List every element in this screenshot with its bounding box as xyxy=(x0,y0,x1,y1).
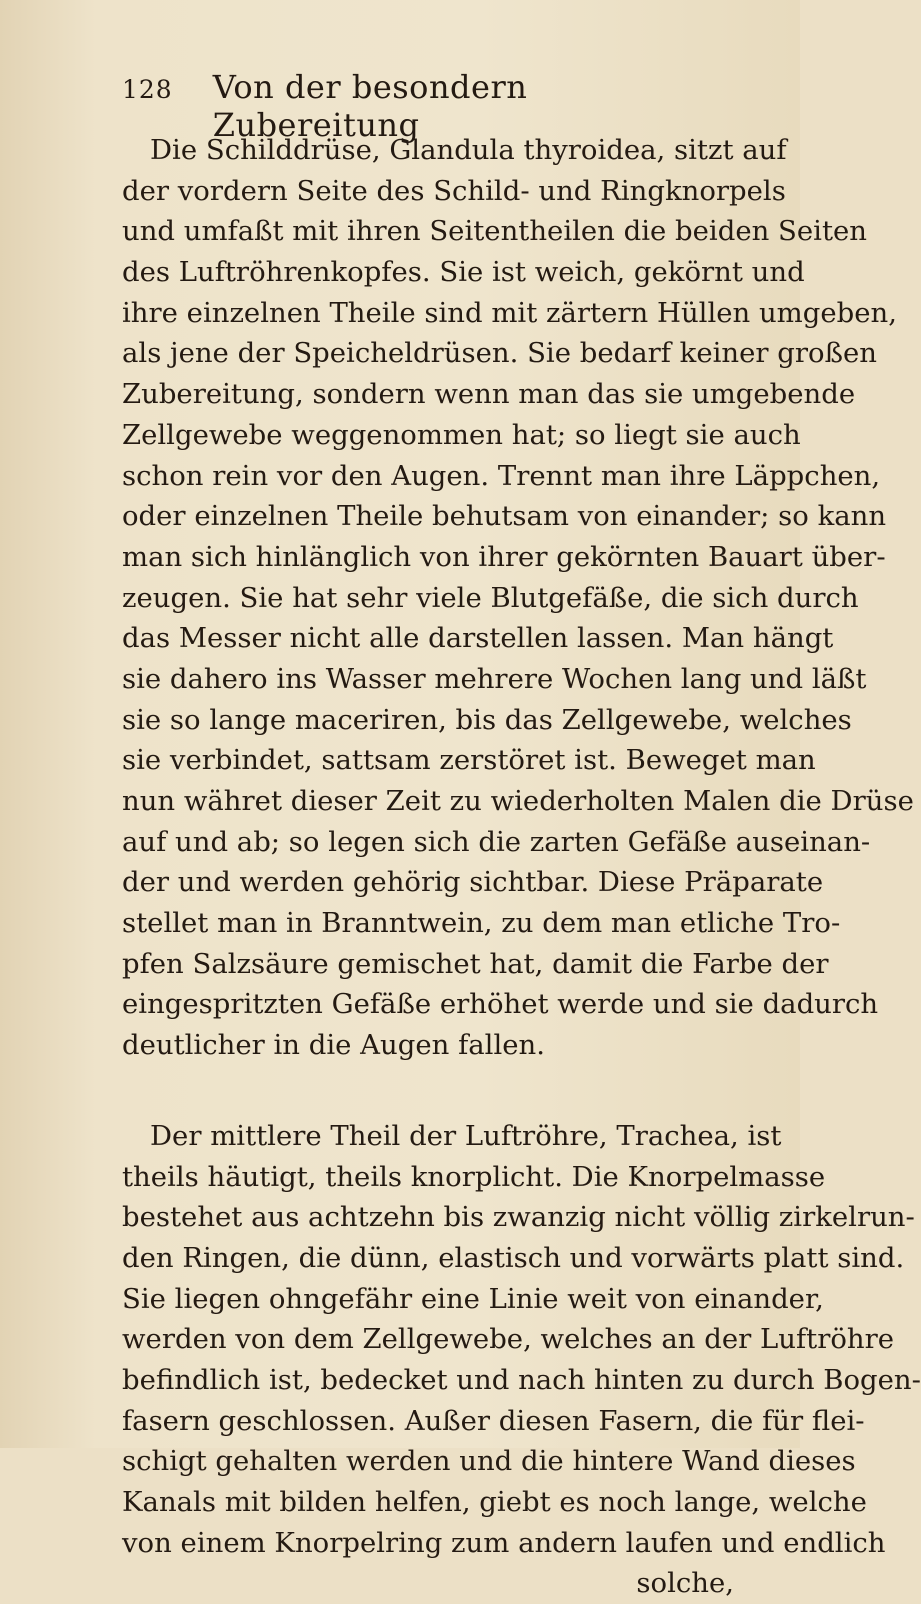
text-line: fasern geschlossen. Außer diesen Fasern, die für flei- xyxy=(122,1404,865,1437)
text-line: befindlich ist, bedecket und nach hinten zu durch Bogen- xyxy=(122,1363,921,1396)
text-line: der und werden gehörig sichtbar. Diese Präparate xyxy=(122,866,824,899)
text-line: sie verbindet, sattsam zerstöret ist. Beweget man xyxy=(122,744,816,777)
text-line: deutlicher in die Augen fallen. xyxy=(122,1029,545,1062)
text-line: schon rein vor den Augen. Trennt man ihre Läppchen, xyxy=(122,459,881,492)
text-line: nun währet dieser Zeit zu wiederholten Malen die Drüse xyxy=(122,785,914,817)
text-line: sie so lange maceriren, bis das Zellgewebe, welches xyxy=(122,703,852,736)
text-line: des Luftröhrenkopfes. Sie ist weich, gekörnt und xyxy=(122,256,805,289)
page-header xyxy=(122,68,744,144)
text-line: den Ringen, die dünn, elastisch und vorwärts platt sind. xyxy=(122,1241,905,1274)
text-line: Zellgewebe weggenommen hat; so liegt sie auch xyxy=(122,418,801,451)
paragraph-trachea xyxy=(122,1116,921,1564)
text-line: werden von dem Zellgewebe, welches an der Luftröhre xyxy=(122,1323,895,1356)
text-line: schigt gehalten werden und die hintere Wand dieses xyxy=(122,1445,856,1478)
text-line: pfen Salzsäure gemischet hat, damit die Farbe der xyxy=(122,947,829,980)
text-line: theils häutigt, theils knorplicht. Die Knorpelmasse xyxy=(122,1160,826,1193)
page-number: 128 xyxy=(122,75,173,104)
text-line: Kanals mit bilden helfen, giebt es noch lange, welche xyxy=(122,1486,867,1518)
text-line: Zubereitung, sondern wenn man das sie umgebende xyxy=(122,378,856,411)
text-line: sie dahero ins Wasser mehrere Wochen lang und läßt xyxy=(122,662,867,695)
text-line: oder einzelnen Theile behutsam von einander; so kann xyxy=(122,500,887,533)
text-line: und umfaßt mit ihren Seitentheilen die beiden Seiten xyxy=(122,215,867,248)
text-line: der vordern Seite des Schild- und Ringknorpels xyxy=(122,174,786,207)
text-line: stellet man in Branntwein, zu dem man etliche Tro- xyxy=(122,907,841,940)
paragraph-gap xyxy=(122,1066,744,1116)
running-head: Von der besondern Zubereitung xyxy=(212,68,528,144)
text-line: als jene der Speicheldrüsen. Sie bedarf keiner großen xyxy=(122,337,877,370)
text-line: Der mittlere Theil der Luftröhre, Trachea, ist xyxy=(150,1119,782,1152)
text-line: Sie liegen ohngefähr eine Linie weit von einander, xyxy=(122,1282,824,1315)
text-line: eingespritzten Gefäße erhöhet werde und sie dadurch xyxy=(122,988,879,1021)
body-text xyxy=(122,130,921,1603)
paragraph-thyroid xyxy=(122,130,914,1066)
text-line: das Messer nicht alle darstellen lassen. Man hängt xyxy=(122,622,834,655)
text-line: von einem Knorpelring zum andern laufen und endlich xyxy=(122,1526,886,1559)
catchword: solche, xyxy=(636,1567,734,1600)
text-line: zeugen. Sie hat sehr viele Blutgefäße, die sich durch xyxy=(122,581,859,614)
text-line: bestehet aus achtzehn bis zwanzig nicht völlig zirkelrun- xyxy=(122,1201,915,1234)
text-line: Die Schilddrüse, Glandula thyroidea, sitzt auf xyxy=(150,134,787,166)
text-line: auf und ab; so legen sich die zarten Gefäße auseinan- xyxy=(122,825,871,858)
text-line: ihre einzelnen Theile sind mit zärtern Hüllen umgeben, xyxy=(122,296,897,329)
text-line: man sich hinlänglich von ihrer gekörnten Bauart über- xyxy=(122,540,886,573)
